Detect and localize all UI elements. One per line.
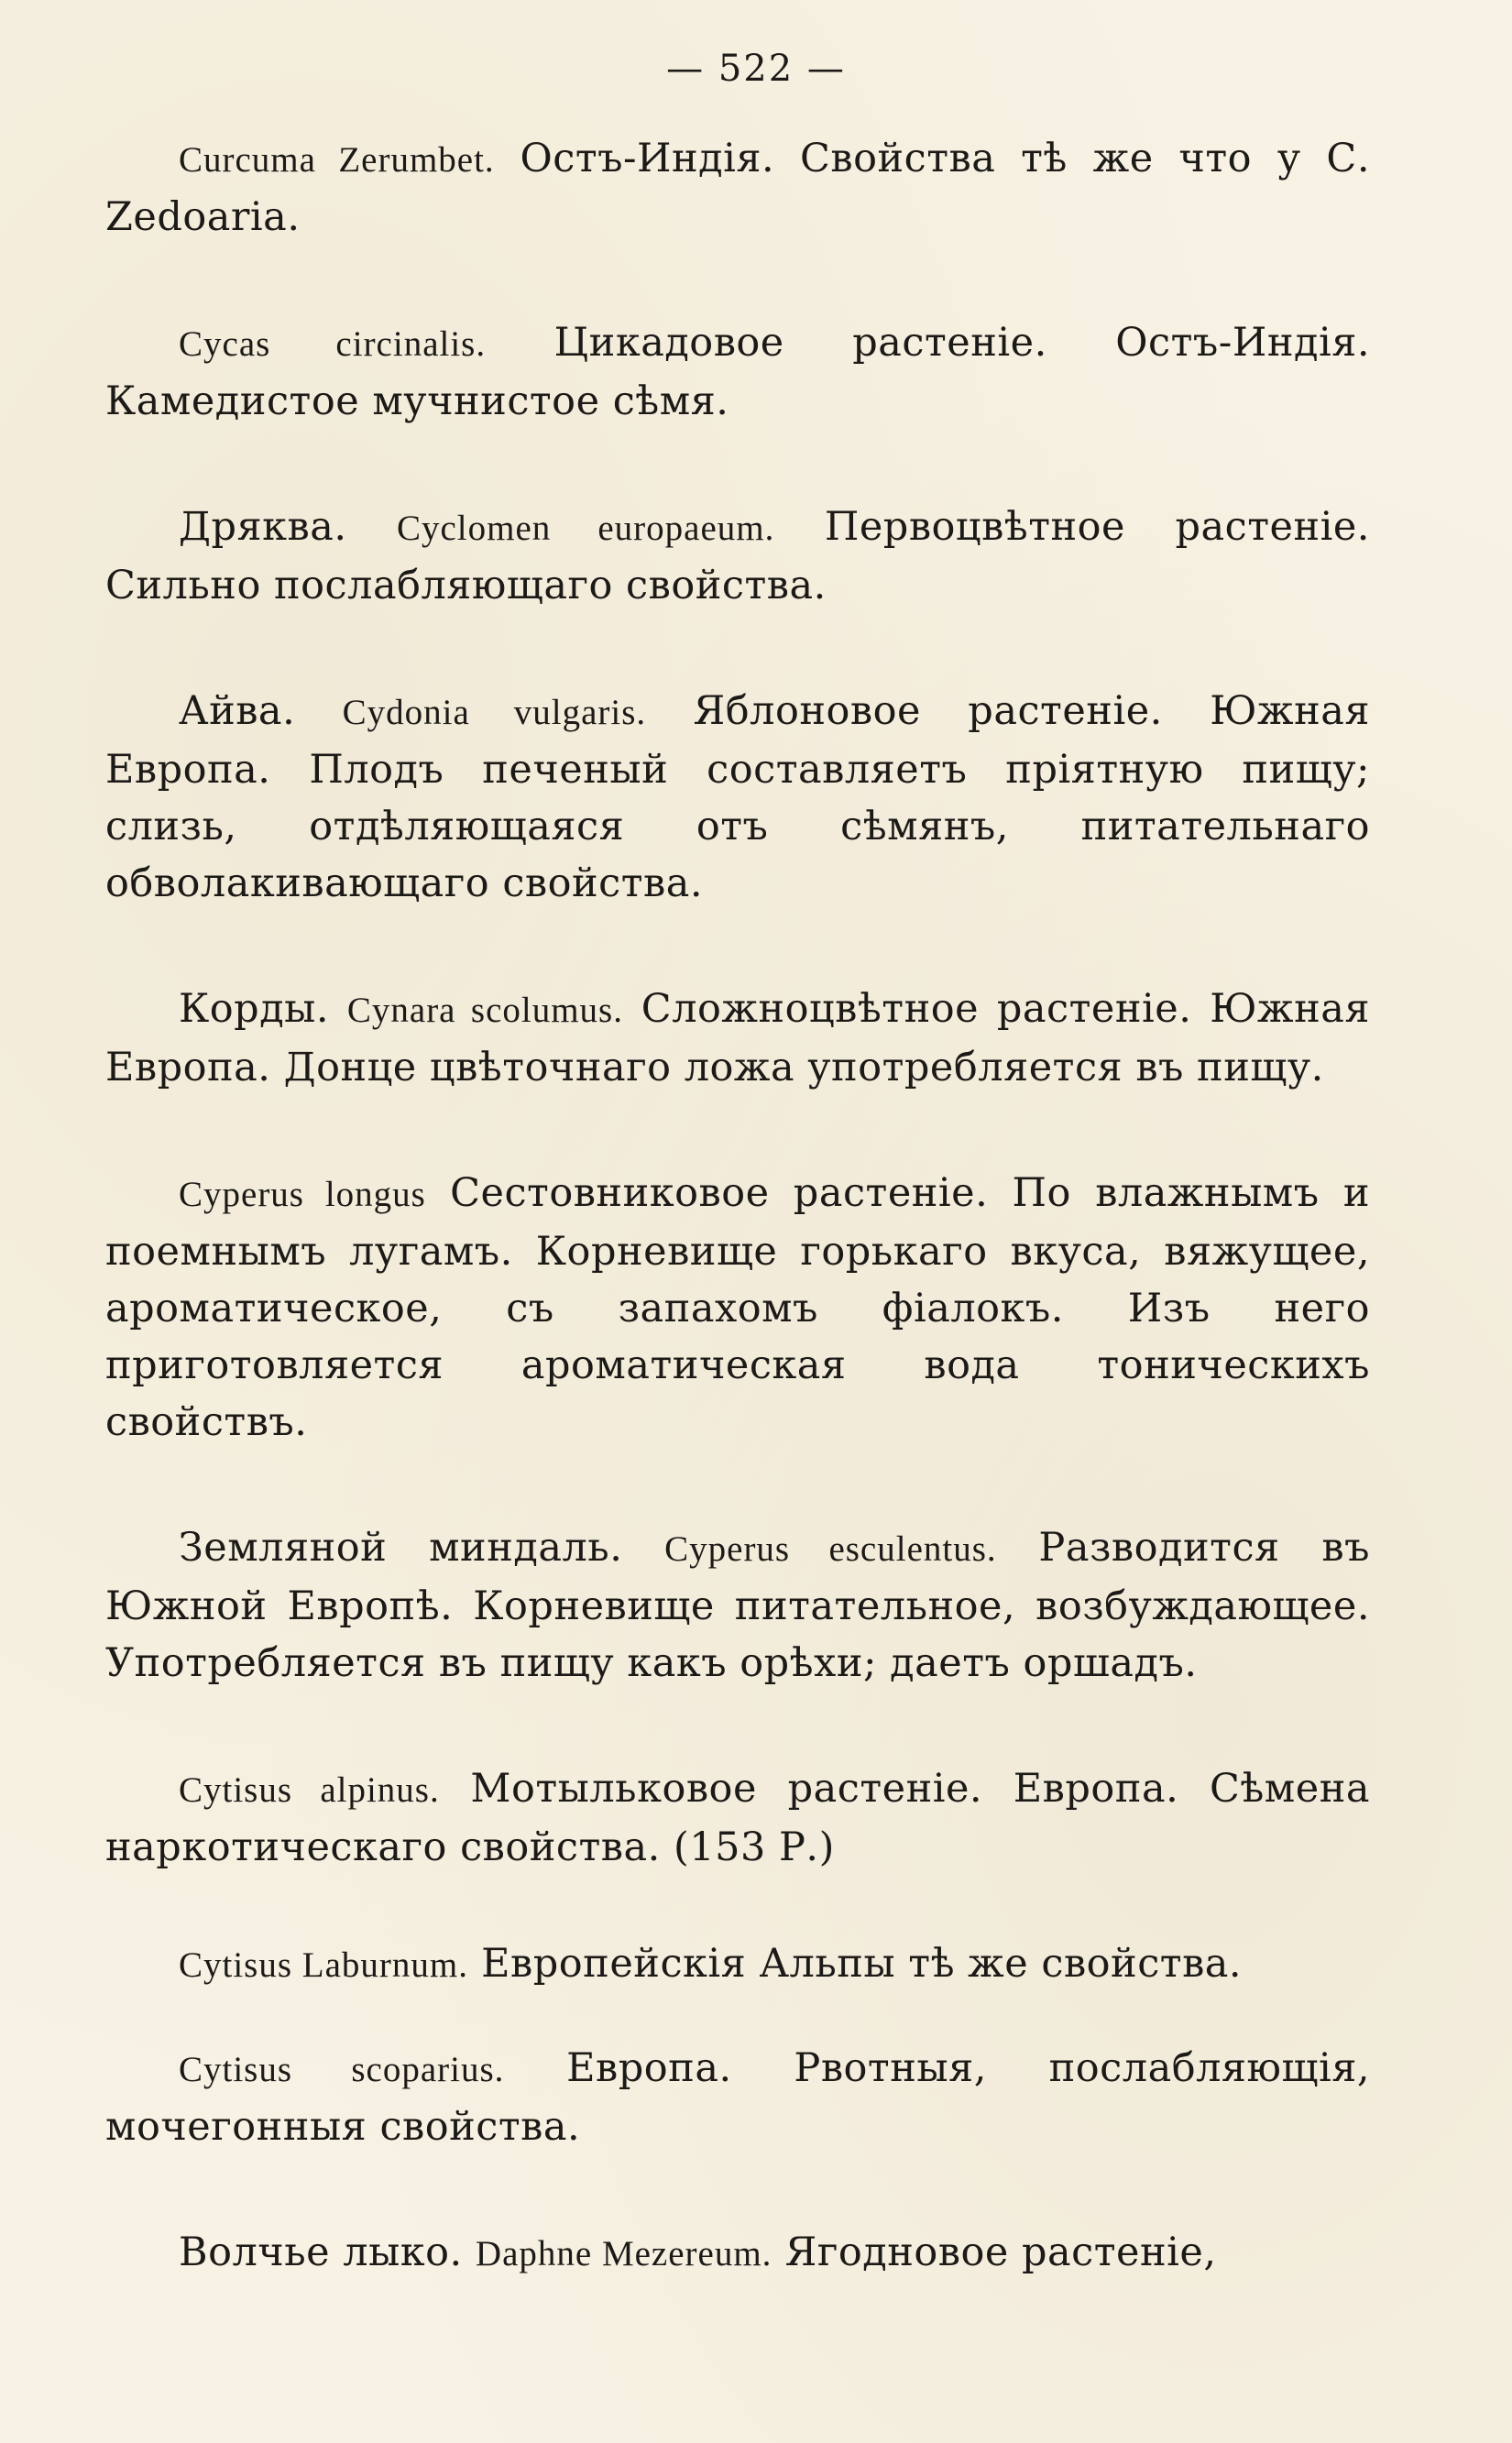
entry-latin-name: Cynara scolumus.	[346, 991, 623, 1030]
entry-curcuma-zerumbet	[105, 130, 1370, 246]
entry-before: Корды.	[179, 986, 347, 1032]
entry-cyperus-esculentus	[105, 1519, 1370, 1692]
entry-latin-name: Cyclomen europaeum.	[396, 509, 775, 548]
entry-cycas-circinalis	[105, 314, 1370, 430]
entry-latin-name: Cyperus esculentus.	[664, 1529, 997, 1569]
entry-cyclomen-europaeum	[105, 498, 1370, 614]
entry-text: Яблоновое растеніе. Южная Европа. Плодъ печеный составляетъ пріятную пищу; слизь, отдѣляющаяся отъ сѣмянъ, питательнаго обволакивающаго свойства.	[105, 688, 1370, 906]
entry-daphne-mezereum	[105, 2224, 1370, 2283]
entry-latin-name: Daphne Mezereum.	[475, 2234, 772, 2273]
entry-text: Европа. Рвотныя, послабляющія, мочегонныя свойства.	[105, 2045, 1370, 2150]
entry-before: Земляной миндаль.	[179, 1525, 665, 1571]
entry-text: Ягодновое растеніе,	[772, 2229, 1217, 2275]
entry-cyperus-longus	[105, 1165, 1370, 1451]
entry-cytisus-laburnum	[105, 1935, 1370, 1994]
entry-latin-name: Cytisus alpinus.	[179, 1770, 440, 1810]
entry-before: Волчье лыко.	[179, 2229, 476, 2275]
page-body	[105, 130, 1370, 2283]
entry-text: Разводится въ Южной Европѣ. Корневище питательное, возбуждающее. Употребляется въ пищу какъ орѣхи; даетъ оршадъ.	[105, 1525, 1370, 1686]
entry-text: Сестовниковое растеніе. По влажнымъ и поемнымъ лугамъ. Корневище горькаго вкуса, вяжущее, ароматическое, съ запахомъ фіалокъ. Изъ него приготовляется ароматическая вода тоническихъ свойствъ.	[105, 1170, 1371, 1445]
entry-cydonia-vulgaris	[105, 683, 1370, 912]
entry-latin-name: Cyperus longus	[179, 1175, 426, 1214]
entry-before: Айва.	[179, 688, 343, 734]
entry-before: Дряква.	[179, 504, 397, 550]
entry-text: Мотыльковое растеніе. Европа. Сѣмена наркотическаго свойства. (153 Р.)	[105, 1766, 1370, 1870]
entry-latin-name: Cytisus Laburnum.	[179, 1945, 468, 1985]
entry-cynara-scolumus	[105, 980, 1370, 1096]
entry-cytisus-alpinus	[105, 1760, 1370, 1876]
entry-text: Сложноцвѣтное растеніе. Южная Европа. Донце цвѣточнаго ложа употребляется въ пищу.	[105, 986, 1370, 1090]
page-number: — 522 —	[666, 48, 846, 90]
entry-cytisus-scoparius	[105, 2040, 1370, 2155]
entry-latin-name: Cycas circinalis.	[179, 324, 487, 364]
entry-latin-name: Curcuma Zerumbet.	[179, 140, 495, 180]
entry-text: Остъ-Индія. Свойства тѣ же что у С. Zedoaria.	[105, 136, 1370, 240]
entry-text: Цикадовое растеніе. Остъ-Индія. Камедистое мучнистое сѣмя.	[105, 320, 1370, 424]
entry-text: Первоцвѣтное растеніе. Сильно послабляющаго свойства.	[105, 504, 1370, 608]
entry-latin-name: Cydonia vulgaris.	[342, 693, 647, 732]
entry-latin-name: Cytisus scoparius.	[179, 2050, 505, 2089]
entry-text: Европейскія Альпы тѣ же свойства.	[468, 1941, 1243, 1987]
